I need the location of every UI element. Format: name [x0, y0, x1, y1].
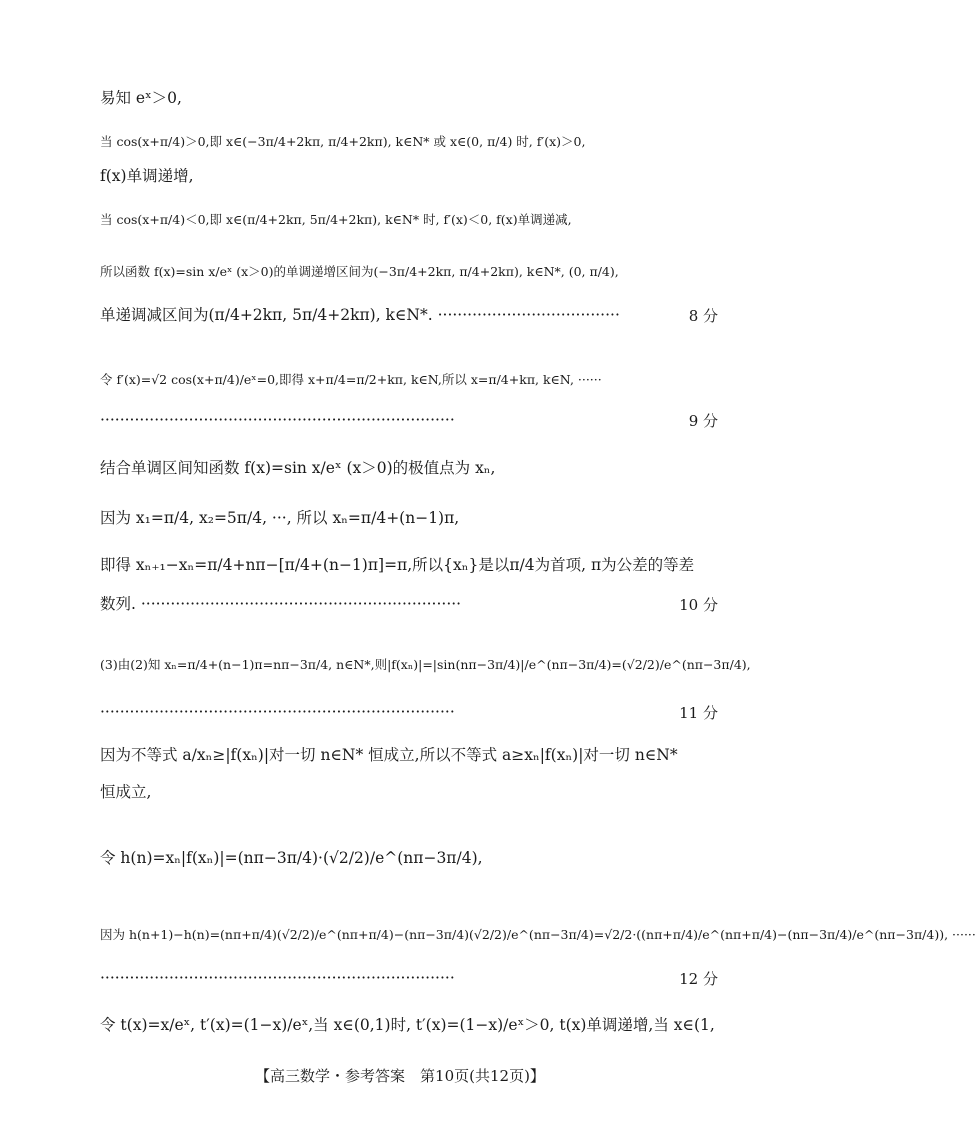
line-18: 因为 h(n+1)−h(n)=(nπ+π/4)(√2/2)/e^(nπ+π/4)−(nπ−3π/4)(√2/2)/e^(nπ−3π/4)=√2/2·((nπ+π/4)/e^(nπ+π/4)−(nπ−3π/4)/e^(nπ−3π/4)), ······	[100, 927, 976, 942]
line-15: 因为不等式 a/xₙ≥|f(xₙ)|对一切 n∈N* 恒成立,所以不等式 a≥xₙ|f(xₙ)|对一切 n∈N*	[100, 746, 678, 764]
line-12: 数列. ·································································	[100, 595, 462, 613]
line-11: 即得 xₙ₊₁−xₙ=π/4+nπ−[π/4+(n−1)π]=π,所以{xₙ}是以π/4为首项, π为公差的等差	[100, 556, 695, 574]
line-16: 恒成立,	[100, 783, 152, 801]
line-20: 令 t(x)=x/eˣ, t′(x)=(1−x)/eˣ,当 x∈(0,1)时, t′(x)=(1−x)/eˣ＞0, t(x)单调递增,当 x∈(1,	[100, 1016, 715, 1034]
line-7: 令 f′(x)=√2 cos(x+π/4)/eˣ=0,即得 x+π/4=π/2+kπ, k∈N,所以 x=π/4+kπ, k∈N, ······	[100, 372, 602, 387]
line-19: ········································································	[100, 969, 455, 987]
line-14: ········································································	[100, 703, 455, 721]
line-17: 令 h(n)=xₙ|f(xₙ)|=(nπ−3π/4)·(√2/2)/e^(nπ−3π/4),	[100, 849, 483, 867]
line-3: f(x)单调递增,	[100, 167, 194, 185]
line-6: 单递调减区间为(π/4+2kπ, 5π/4+2kπ), k∈N*. ·····································	[100, 306, 620, 324]
score-12: 12 分	[679, 970, 718, 988]
score-9: 9 分	[688, 412, 718, 430]
score-8: 8 分	[688, 307, 718, 325]
line-13: (3)由(2)知 xₙ=π/4+(n−1)π=nπ−3π/4, n∈N*,则|f(xₙ)|=|sin(nπ−3π/4)|/e^(nπ−3π/4)=(√2/2)/e^(nπ−3π/4),	[100, 657, 751, 672]
line-1: 易知 eˣ＞0,	[100, 89, 182, 107]
line-2: 当 cos(x+π/4)＞0,即 x∈(−3π/4+2kπ, π/4+2kπ), k∈N* 或 x∈(0, π/4) 时, f′(x)＞0,	[100, 134, 586, 149]
line-4: 当 cos(x+π/4)＜0,即 x∈(π/4+2kπ, 5π/4+2kπ), k∈N* 时, f′(x)＜0, f(x)单调递减,	[100, 212, 572, 227]
score-11: 11 分	[679, 704, 718, 722]
line-8: ········································································	[100, 411, 455, 429]
page-footer: 【高三数学・参考答案 第10页(共12页)】	[255, 1067, 545, 1085]
line-5: 所以函数 f(x)=sin x/eˣ (x＞0)的单调递增区间为(−3π/4+2kπ, π/4+2kπ), k∈N*, (0, π/4),	[100, 264, 619, 279]
line-10: 因为 x₁=π/4, x₂=5π/4, ···, 所以 xₙ=π/4+(n−1)π,	[100, 509, 460, 527]
score-10: 10 分	[679, 596, 718, 614]
line-9: 结合单调区间知函数 f(x)=sin x/eˣ (x＞0)的极值点为 xₙ,	[100, 459, 496, 477]
